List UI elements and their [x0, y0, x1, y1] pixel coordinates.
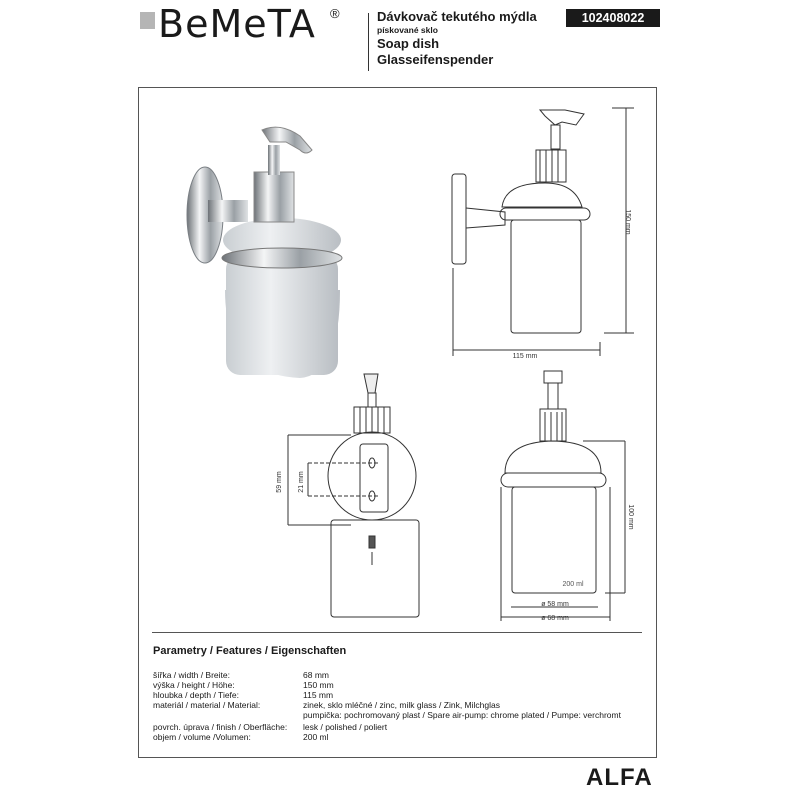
product-title-en: Soap dish [377, 36, 440, 51]
registered-mark: ® [330, 6, 340, 21]
spec-value: 150 mm [303, 680, 334, 690]
spec-label: povrch. úprava / finish / Oberfläche: [153, 722, 288, 732]
spec-value: 115 mm [303, 690, 334, 700]
product-title-de: Glasseifenspender [377, 52, 494, 67]
outer-diameter-label: ø 68 mm [541, 615, 569, 622]
depth-dimension-label: 115 mm [512, 353, 538, 360]
side-view-drawing [452, 108, 634, 356]
spec-label: objem / volume /Volumen: [153, 732, 251, 742]
product-title-cz: Dávkovač tekutého mýdla [377, 9, 537, 24]
spec-label: šířka / width / Breite: [153, 670, 230, 680]
volume-label: 200 ml [562, 581, 584, 588]
spec-label: výška / height / Höhe: [153, 680, 235, 690]
series-name: ALFA [586, 764, 653, 791]
section-divider [152, 632, 642, 633]
spec-value: pumpička: pochromovaný plast / Spare air-pump: chrome plated / Pumpe: verchromt [303, 710, 621, 720]
spec-label: materiál / material / Material: [153, 700, 261, 710]
front-height-label: 100 mm [627, 504, 634, 530]
product-photo [187, 127, 342, 378]
back-view-drawing [288, 374, 419, 617]
spec-label: hloubka / depth / Tiefe: [153, 690, 240, 700]
spec-value: zinek, sklo mléčné / zinc, milk glass / Zink, Milchglas [303, 700, 500, 710]
hole-spacing-label: 21 mm [298, 471, 305, 493]
spec-value: 200 ml [303, 732, 329, 742]
spec-value: lesk / polished / poliert [303, 722, 388, 732]
product-code-badge: 102408022 [566, 9, 660, 27]
brand-logo: BeMeTA [158, 2, 316, 46]
inner-diameter-label: ø 58 mm [541, 601, 569, 608]
spec-value: 68 mm [303, 670, 329, 680]
mount-height-label: 59 mm [276, 471, 283, 493]
product-subtitle-cz: pískované sklo [377, 25, 438, 35]
features-title: Parametry / Features / Eigenschaften [153, 645, 347, 657]
height-dimension-label: 150 mm [624, 209, 631, 235]
